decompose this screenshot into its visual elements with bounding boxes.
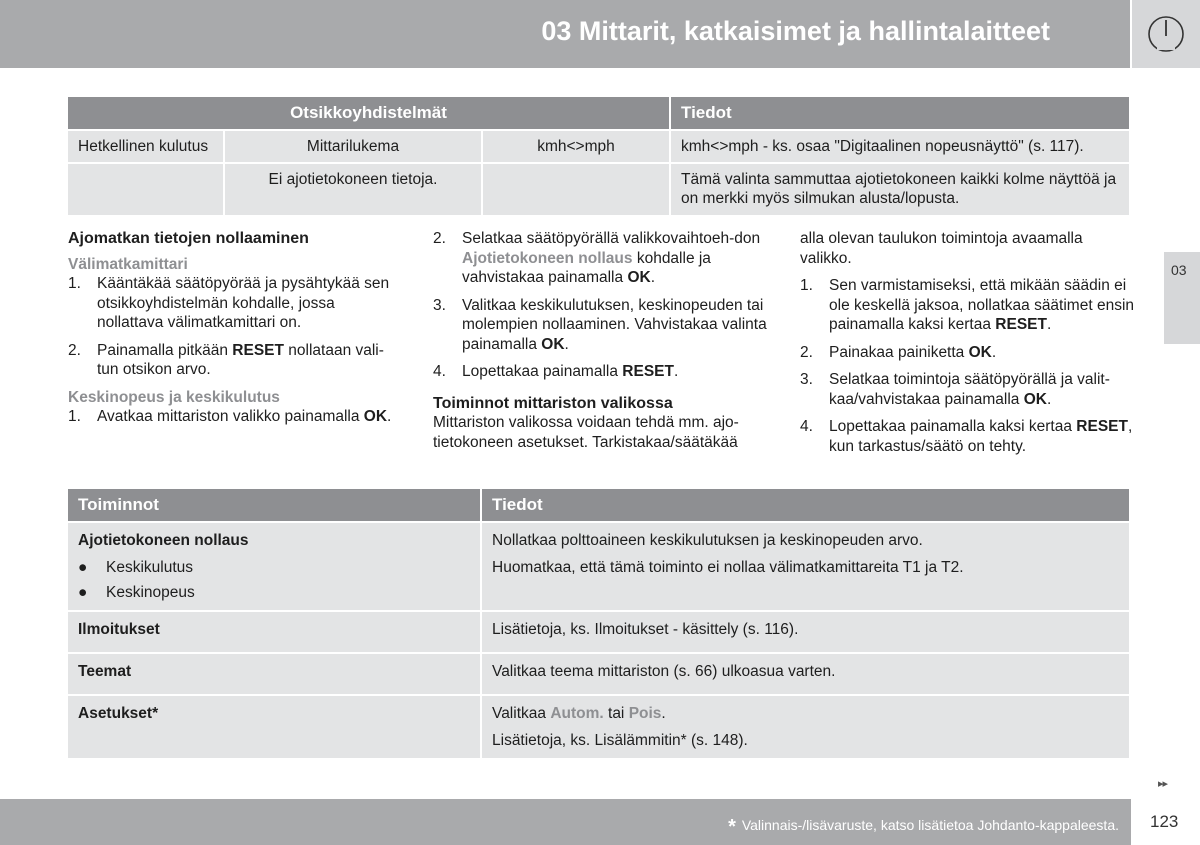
step-number: 2.	[433, 230, 446, 247]
chapter-tab[interactable]	[1164, 252, 1200, 344]
ok-label: OK	[1023, 390, 1047, 408]
page-number: 123	[1150, 812, 1179, 831]
step-number: 4.	[800, 418, 813, 435]
table1-header-combinations: Otsikkoyhdistelmät	[68, 97, 670, 130]
ok-label: OK	[968, 343, 992, 361]
text-part: Sen varmistamiseksi, että mikään säädin ei ole keskellä jaksoa, nollatkaa säätimet ensin painamalla kaksi kertaa	[829, 277, 1135, 333]
step-number: 1.	[68, 408, 81, 425]
table-row	[68, 611, 1130, 653]
table-row	[68, 653, 1130, 695]
table-row	[68, 163, 1130, 215]
paragraph: alla olevan taulukon toimintoja avaamalla valikko.	[800, 230, 1083, 267]
info-text	[492, 704, 1119, 723]
text-part: Valitkaa	[492, 705, 551, 722]
text-part: .	[1046, 390, 1052, 408]
step-text	[829, 343, 1135, 363]
table-cell: Hetkellinen kulutus	[68, 130, 224, 163]
list-item	[68, 274, 403, 333]
text-part: tai	[603, 705, 629, 722]
table-cell: Mittarilukema	[224, 130, 482, 163]
text-part: .	[564, 335, 569, 353]
table-cell	[68, 522, 481, 611]
option-off: Pois	[628, 705, 662, 722]
step-text	[829, 276, 1135, 335]
column-3	[800, 229, 1135, 464]
table2-header-functions: Toiminnot	[68, 489, 481, 522]
step-text	[462, 229, 768, 288]
table-row	[68, 130, 1130, 163]
page-title: 03 Mittarit, katkaisimet ja hallintalaitteet	[541, 16, 1050, 46]
row-label: Ilmoitukset	[68, 611, 481, 653]
step-number: 2.	[800, 343, 813, 361]
text-part: Lopettakaa painamalla kaksi kertaa	[829, 418, 1077, 435]
footer-bar	[0, 799, 1131, 845]
list-item	[433, 229, 768, 288]
column-1	[68, 229, 403, 435]
bullet-item	[78, 583, 470, 602]
list-item	[800, 276, 1135, 335]
text-part: .	[387, 408, 392, 425]
header-icon-box	[1132, 0, 1200, 68]
list-item	[433, 362, 768, 382]
row-label: Ajotietokoneen nollaus	[78, 532, 249, 549]
table-cell: Ei ajotietokoneen tietoja.	[224, 163, 482, 215]
table-cell: kmh<>mph	[482, 130, 670, 163]
step-text	[97, 341, 403, 380]
list-item	[433, 296, 768, 355]
step-text	[829, 370, 1135, 409]
step-text	[97, 407, 403, 427]
text-part: .	[661, 705, 666, 722]
text-part: Painakaa painiketta	[829, 343, 969, 361]
text-part: .	[673, 363, 679, 380]
text-part: .	[991, 343, 997, 361]
reset-label: RESET	[1076, 418, 1128, 435]
step-number: 1.	[800, 277, 813, 294]
row-label: Asetukset*	[68, 695, 481, 758]
speedometer-icon	[1141, 9, 1191, 59]
text-part: Avatkaa mittariston valikko painamalla	[97, 408, 364, 425]
text-part: nollataan vali-tun otsikon arvo.	[97, 341, 384, 378]
table-cell	[481, 695, 1130, 758]
reset-label: RESET	[995, 316, 1047, 333]
table-cell: Tämä valinta sammuttaa ajotietokoneen kaikki kolme näyttöä ja on merkki myös silmukan alusta/lopusta.	[670, 163, 1130, 215]
header-combinations-table	[68, 97, 1131, 215]
option-auto: Autom.	[550, 705, 604, 722]
list-item	[800, 417, 1135, 456]
text-part: Lopettakaa painamalla	[462, 363, 623, 380]
menu-option-label: Ajotietokoneen nollaus	[462, 249, 633, 267]
step-number: 1.	[68, 275, 81, 292]
reset-label: RESET	[232, 341, 284, 359]
list-item	[800, 370, 1135, 409]
table-cell	[68, 163, 224, 215]
list-item	[68, 407, 403, 427]
step-text	[829, 417, 1135, 456]
table2-header-info: Tiedot	[481, 489, 1130, 522]
text-part: , kun tarkastus/säätö on tehty.	[829, 418, 1133, 455]
table-row	[68, 522, 1130, 611]
bullet-icon: ●	[78, 584, 88, 601]
info-text: Valitkaa teema mittariston (s. 66) ulkoasua varten.	[481, 653, 1130, 695]
ok-label: OK	[627, 269, 651, 286]
header-bar	[0, 0, 1130, 68]
ok-label: OK	[541, 335, 565, 353]
step-text: Kääntäkää säätöpyörää ja pysähtykää sen otsikkoyhdistelmän kohdalle, jossa nollattava välimatkamittari on.	[97, 275, 390, 331]
footnote-text: Valinnais-/lisävaruste, katso lisätietoa Johdanto-kappaleesta.	[741, 817, 1119, 833]
bullet-item	[78, 558, 470, 577]
table-cell	[482, 163, 670, 215]
reset-label: RESET	[622, 363, 674, 380]
info-text: Lisätietoja, ks. Lisälämmitin* (s. 148).	[492, 732, 748, 749]
next-page-arrows-icon: ▸▸	[1158, 778, 1168, 790]
step-number: 3.	[800, 371, 813, 388]
text-part: Painamalla pitkään	[97, 341, 233, 359]
step-number: 3.	[433, 296, 446, 314]
info-text: Huomatkaa, että tämä toiminto ei nollaa välimatkamittareita T1 ja T2.	[492, 559, 964, 576]
ok-label: OK	[363, 408, 388, 425]
table-row	[68, 695, 1130, 758]
table1-header-info: Tiedot	[670, 97, 1130, 130]
text-part: kohdalle ja vahvistakaa painamalla	[462, 249, 711, 286]
text-part: Valitkaa keskikulutuksen, keskinopeuden tai molempien nollaaminen. Vahvistakaa valinta painamalla	[462, 296, 767, 353]
text-part: .	[1046, 316, 1052, 333]
section-heading: Ajomatkan tietojen nollaaminen	[68, 230, 309, 247]
text-part: Selatkaa toimintoja säätöpyörällä ja valit-kaa/vahvistakaa painamalla	[829, 371, 1110, 408]
row-label: Teemat	[68, 653, 481, 695]
paragraph: Mittariston valikossa voidaan tehdä mm. ajo-tietokoneen asetukset. Tarkistakaa/säätäkää	[433, 414, 739, 451]
text-part: .	[650, 269, 655, 286]
text-part: Selatkaa säätöpyörällä valikkovaihtoeh-don	[462, 230, 761, 247]
step-text	[462, 296, 768, 355]
subheading-average: Keskinopeus ja keskikulutus	[68, 388, 280, 406]
section-heading: Toiminnot mittariston valikossa	[433, 394, 673, 412]
bullet-icon: ●	[78, 559, 88, 576]
chapter-tab-label: 03	[1171, 262, 1187, 278]
step-number: 2.	[68, 341, 81, 359]
list-item	[68, 341, 403, 380]
table-cell	[481, 522, 1130, 611]
step-text	[462, 362, 768, 382]
info-text: Nollatkaa polttoaineen keskikulutuksen ja keskinopeuden arvo.	[492, 532, 923, 549]
list-item	[800, 343, 1135, 363]
footnote	[728, 813, 1119, 836]
asterisk-icon: *	[728, 816, 736, 838]
table-cell: kmh<>mph - ks. osaa "Digitaalinen nopeusnäyttö" (s. 117).	[670, 130, 1130, 163]
functions-table	[68, 489, 1131, 758]
step-number: 4.	[433, 363, 446, 380]
info-text: Lisätietoja, ks. Ilmoitukset - käsittely (s. 116).	[481, 611, 1130, 653]
subheading-trip-meter: Välimatkamittari	[68, 255, 188, 273]
bullet-text: Keskinopeus	[106, 584, 195, 601]
bullet-text: Keskikulutus	[106, 559, 194, 576]
column-2	[433, 229, 768, 460]
